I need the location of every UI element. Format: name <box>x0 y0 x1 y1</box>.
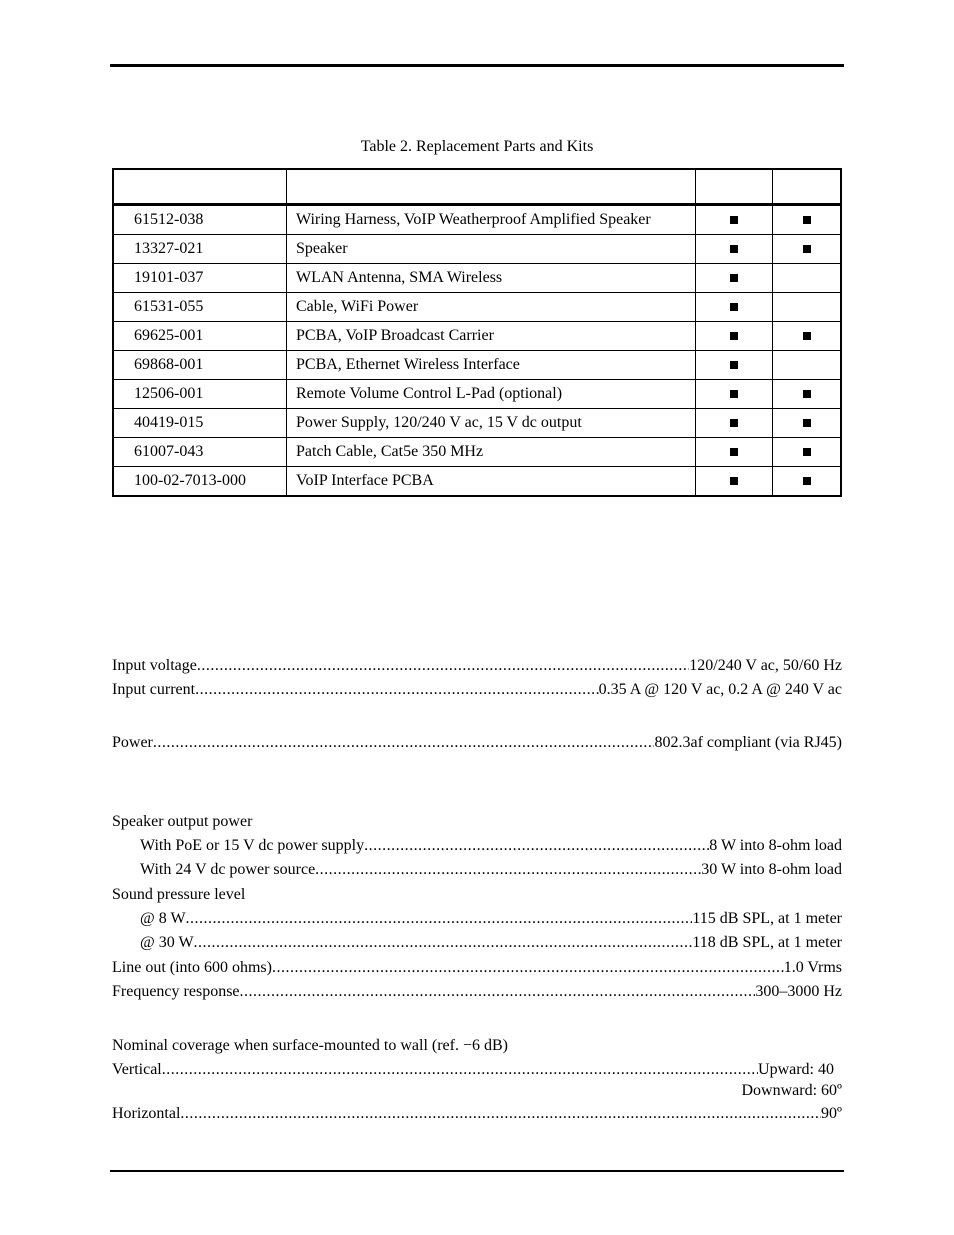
dot-leader <box>195 681 599 699</box>
square-bullet-icon <box>803 419 811 427</box>
kit-2-cell <box>773 351 842 380</box>
square-bullet-icon <box>730 448 738 456</box>
table-row <box>113 293 841 322</box>
square-bullet-icon <box>803 448 811 456</box>
description-cell: Power Supply, 120/240 V ac, 15 V dc output <box>287 409 696 438</box>
table-header-row <box>113 169 841 205</box>
dot-leader <box>194 934 693 952</box>
dot-leader <box>162 1061 758 1079</box>
square-bullet-icon <box>803 390 811 398</box>
kit-1-cell <box>696 438 773 467</box>
spec-spl-8w: @ 8 W ..... 115 dB SPL, at 1 meter <box>140 910 842 928</box>
table-caption: Table 2. Replacement Parts and Kits <box>360 138 594 155</box>
spec-with-24v: With 24 V dc power source ..... 30 W into 8-ohm load <box>140 861 842 879</box>
kit-1-cell <box>696 409 773 438</box>
spec-input-voltage: Input voltage ..... 120/240 V ac, 50/60 Hz <box>112 657 842 675</box>
square-bullet-icon <box>730 477 738 485</box>
spec-sound-pressure-level: Sound pressure level <box>112 886 246 903</box>
square-bullet-icon <box>730 361 738 369</box>
dot-leader <box>272 959 784 977</box>
dot-leader <box>364 837 709 855</box>
square-bullet-icon <box>730 419 738 427</box>
part-number-cell: 61531-055 <box>113 293 287 322</box>
description-cell: WLAN Antenna, SMA Wireless <box>287 264 696 293</box>
kit-1-cell <box>696 467 773 497</box>
kit-2-cell <box>773 235 842 264</box>
spec-line-out: Line out (into 600 ohms) ..... 1.0 Vrms <box>112 959 842 977</box>
square-bullet-icon <box>730 216 738 224</box>
header-cell-kit-1 <box>696 169 773 205</box>
part-number-cell: 19101-037 <box>113 264 287 293</box>
description-cell: Wiring Harness, VoIP Weatherproof Amplified Speaker <box>287 205 696 235</box>
spec-horizontal: Horizontal ..... 90º <box>112 1105 842 1123</box>
table-row <box>113 322 841 351</box>
square-bullet-icon <box>730 245 738 253</box>
description-cell: Remote Volume Control L-Pad (optional) <box>287 380 696 409</box>
footer-rule <box>110 1170 844 1172</box>
part-number-cell: 13327-021 <box>113 235 287 264</box>
dot-leader <box>240 983 756 1001</box>
replacement-parts-table <box>112 168 842 497</box>
table-row <box>113 235 841 264</box>
part-number-cell: 69868-001 <box>113 351 287 380</box>
header-rule <box>110 64 844 67</box>
table-row <box>113 264 841 293</box>
spec-spl-30w: @ 30 W ..... 118 dB SPL, at 1 meter <box>140 934 842 952</box>
square-bullet-icon <box>730 390 738 398</box>
description-cell: VoIP Interface PCBA <box>287 467 696 497</box>
kit-2-cell <box>773 438 842 467</box>
dot-leader <box>186 910 693 928</box>
square-bullet-icon <box>803 245 811 253</box>
kit-1-cell <box>696 264 773 293</box>
square-bullet-icon <box>730 303 738 311</box>
part-number-cell: 40419-015 <box>113 409 287 438</box>
kit-2-cell <box>773 293 842 322</box>
dot-leader <box>197 657 689 675</box>
table-row <box>113 351 841 380</box>
description-cell: Speaker <box>287 235 696 264</box>
description-cell: Patch Cable, Cat5e 350 MHz <box>287 438 696 467</box>
kit-1-cell <box>696 322 773 351</box>
square-bullet-icon <box>730 332 738 340</box>
kit-1-cell <box>696 293 773 322</box>
part-number-cell: 61512-038 <box>113 205 287 235</box>
spec-frequency-response: Frequency response ..... 300–3000 Hz <box>112 983 842 1001</box>
kit-1-cell <box>696 235 773 264</box>
kit-2-cell <box>773 467 842 497</box>
spec-speaker-output-power: Speaker output power <box>112 813 253 830</box>
kit-2-cell <box>773 322 842 351</box>
table-row <box>113 438 841 467</box>
table-row <box>113 380 841 409</box>
spec-vertical-downward: Downward: 60º <box>741 1082 842 1099</box>
description-cell: PCBA, VoIP Broadcast Carrier <box>287 322 696 351</box>
spec-nominal-coverage: Nominal coverage when surface-mounted to wall (ref. −6 dB) <box>112 1037 508 1054</box>
header-cell-kit-2 <box>773 169 842 205</box>
kit-1-cell <box>696 380 773 409</box>
dot-leader <box>180 1105 821 1123</box>
part-number-cell: 12506-001 <box>113 380 287 409</box>
dot-leader <box>153 734 655 752</box>
kit-2-cell <box>773 264 842 293</box>
dot-leader <box>315 861 701 879</box>
part-number-cell: 100-02-7013-000 <box>113 467 287 497</box>
square-bullet-icon <box>803 332 811 340</box>
square-bullet-icon <box>803 216 811 224</box>
kit-2-cell <box>773 380 842 409</box>
table-row <box>113 467 841 497</box>
spec-input-current: Input current ..... 0.35 A @ 120 V ac, 0.2 A @ 240 V ac <box>112 681 842 699</box>
kit-2-cell <box>773 205 842 235</box>
header-cell-part <box>113 169 287 205</box>
header-cell-description <box>287 169 696 205</box>
description-cell: Cable, WiFi Power <box>287 293 696 322</box>
kit-2-cell <box>773 409 842 438</box>
part-number-cell: 69625-001 <box>113 322 287 351</box>
square-bullet-icon <box>803 477 811 485</box>
table-row <box>113 409 841 438</box>
spec-power: Power ..... 802.3af compliant (via RJ45) <box>112 734 842 752</box>
spec-with-poe: With PoE or 15 V dc power supply ..... 8 W into 8-ohm load <box>140 837 842 855</box>
table-row <box>113 205 841 235</box>
part-number-cell: 61007-043 <box>113 438 287 467</box>
kit-1-cell <box>696 351 773 380</box>
spec-vertical: Vertical ..... Upward: 40 <box>112 1061 842 1079</box>
square-bullet-icon <box>730 274 738 282</box>
description-cell: PCBA, Ethernet Wireless Interface <box>287 351 696 380</box>
kit-1-cell <box>696 205 773 235</box>
